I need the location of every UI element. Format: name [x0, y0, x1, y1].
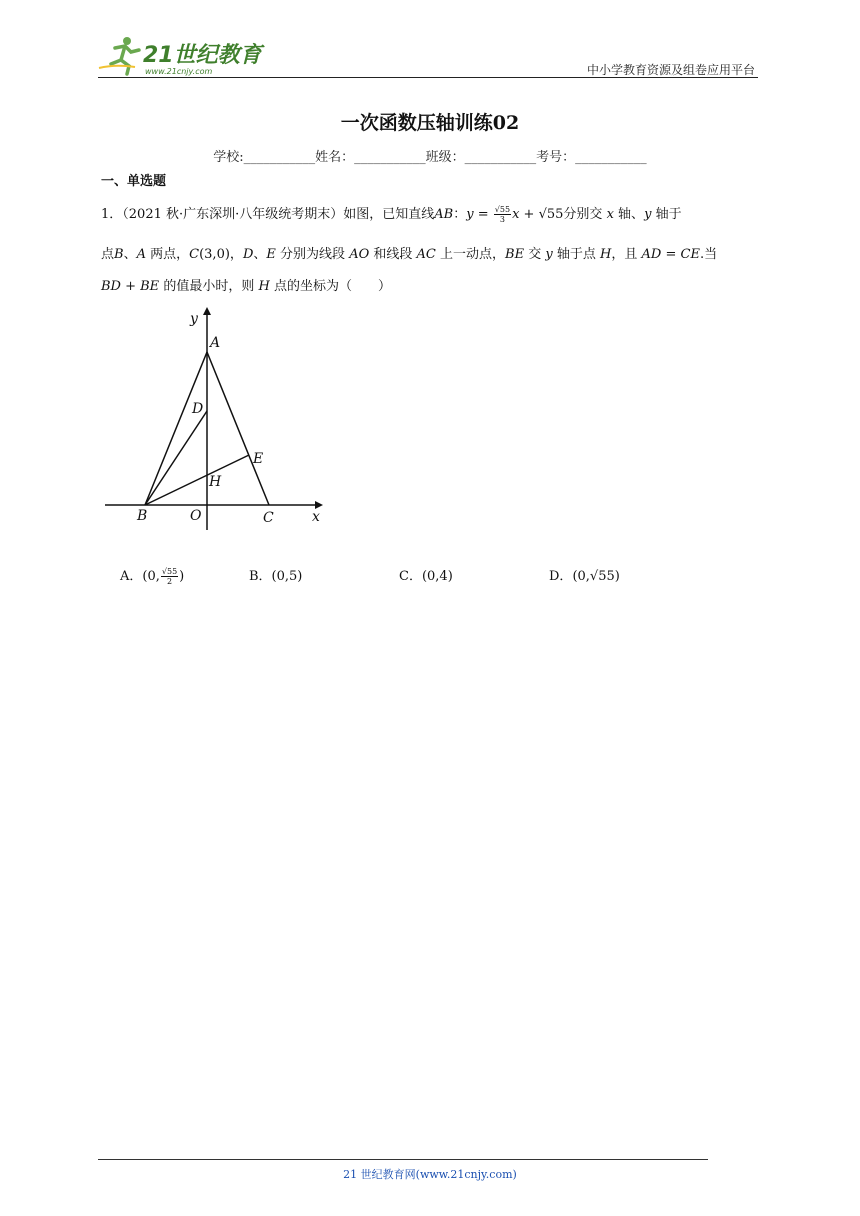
label-x: x — [312, 509, 320, 525]
question-text: 点 — [101, 247, 115, 262]
math-var: H — [258, 279, 270, 294]
label-e: E — [253, 451, 264, 467]
question-line-2 — [101, 243, 717, 262]
question-text: 的值最小时，则 — [163, 279, 255, 294]
math-var: D — [242, 247, 254, 262]
label-h: H — [209, 474, 222, 490]
header-divider — [98, 77, 758, 78]
option-d-label: D． — [549, 569, 573, 584]
option-a-label: A． — [120, 569, 143, 584]
page-title: 一次函数压轴训练02 — [340, 112, 520, 134]
question-text: 点的坐标为（ ） — [273, 279, 391, 294]
option-a[interactable] — [120, 565, 184, 586]
question-text: 如图，已知直线 — [343, 207, 435, 222]
x-axis-arrow-icon — [315, 501, 323, 509]
fraction — [494, 205, 511, 224]
math-var: y — [545, 247, 553, 262]
math-var: B — [114, 247, 124, 262]
question-text: 上一动点， — [440, 247, 506, 262]
label-d: D — [192, 401, 204, 417]
fraction-numerator: √55 — [161, 567, 178, 576]
question-text: 分别交 — [563, 207, 603, 222]
math-var: AB — [434, 207, 454, 222]
label-a: A — [210, 335, 221, 351]
logo-text: 21世纪教育 — [143, 43, 262, 68]
question-text: 轴于点 — [556, 247, 596, 262]
option-a-text: ) — [179, 569, 185, 584]
question-text: 两点， — [150, 247, 190, 262]
logo-url: www.21cnjy.com — [145, 67, 213, 76]
question-line-1 — [101, 203, 682, 224]
segment-ab — [145, 352, 207, 505]
option-d-text: (0,√55) — [572, 569, 620, 584]
section-heading: 一、单选题 — [101, 174, 167, 189]
fraction-denominator: 2 — [166, 577, 173, 586]
question-text: 轴、 — [618, 207, 645, 222]
option-a-text: (0, — [142, 569, 160, 584]
site-logo — [95, 34, 265, 78]
footer-divider — [98, 1159, 708, 1160]
math-var: H — [600, 247, 612, 262]
question-text: 分别为线段 — [280, 247, 346, 262]
math-op: = — [473, 207, 493, 222]
option-d[interactable] — [549, 565, 620, 584]
platform-name: 中小学教育资源及组卷应用平台 — [586, 63, 755, 77]
fraction-denominator: 3 — [499, 215, 505, 224]
geometry-figure — [100, 305, 330, 530]
question-text: 轴于 — [655, 207, 682, 222]
question-line-3 — [101, 275, 391, 294]
math-var: x — [606, 207, 614, 222]
math-var: AO — [349, 247, 370, 262]
math-var: y — [466, 207, 474, 222]
math-expr: BD + BE — [101, 279, 160, 294]
math-var: BE — [505, 247, 525, 262]
math-expr: AD = CE — [641, 247, 700, 262]
question-text: ，且 — [611, 247, 638, 262]
math-var: E — [266, 247, 276, 262]
question-text: ： — [453, 207, 467, 222]
label-o: O — [190, 508, 202, 524]
question-text: .当 — [699, 247, 718, 262]
student-info-line: 学校:___________姓名：___________班级：___________考号：___________ — [213, 150, 647, 165]
question-source: （2021 秋·广东深圳·八年级统考期末） — [122, 207, 344, 222]
option-b[interactable]: B．(0,5) — [249, 569, 303, 584]
math-coord: (3,0) — [199, 247, 230, 262]
question-text: 、 — [123, 247, 137, 262]
math-root: √55 — [538, 207, 564, 222]
math-var: AC — [416, 247, 436, 262]
runner-icon — [99, 37, 139, 74]
fraction-numerator: √55 — [494, 205, 511, 214]
question-text: 、 — [253, 247, 267, 262]
math-var: A — [136, 247, 146, 262]
math-var: C — [189, 247, 200, 262]
math-var: y — [644, 207, 652, 222]
label-y: y — [190, 311, 198, 327]
label-c: C — [263, 510, 274, 526]
math-var: x — [512, 207, 520, 222]
option-c[interactable]: C．(0,4) — [399, 569, 453, 584]
fraction — [161, 567, 178, 586]
question-text: 和线段 — [373, 247, 413, 262]
question-text: 交 — [528, 247, 542, 262]
footer-text[interactable]: 21 世纪教育网(www.21cnjy.com) — [343, 1168, 517, 1181]
label-b: B — [137, 508, 148, 524]
question-text: ， — [229, 247, 243, 262]
question-number: 1． — [101, 207, 123, 222]
math-op: + — [519, 207, 539, 222]
y-axis-arrow-icon — [203, 307, 211, 315]
